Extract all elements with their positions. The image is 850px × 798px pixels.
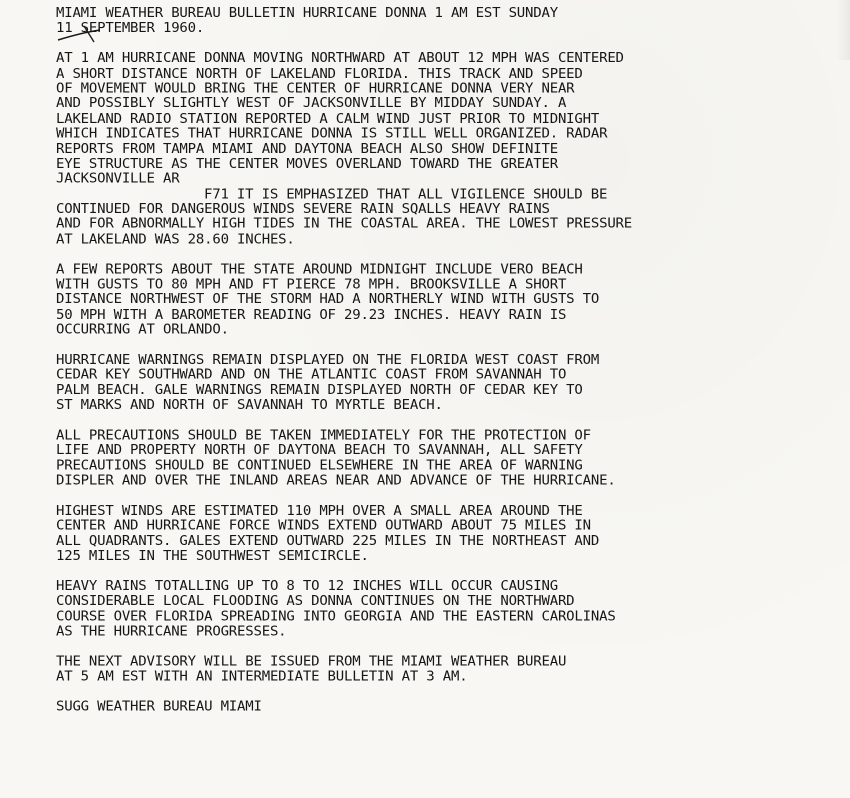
text-line: OF MOVEMENT WOULD BRING THE CENTER OF HURRICANE DONNA VERY NEAR xyxy=(56,81,575,97)
text-line: PALM BEACH. GALE WARNINGS REMAIN DISPLAYED NORTH OF CEDAR KEY TO xyxy=(56,382,583,398)
paragraph-precautions xyxy=(56,428,841,488)
text-line: REPORTS FROM TAMPA MIAMI AND DAYTONA BEACH ALSO SHOW DEFINITE xyxy=(56,141,558,157)
paragraph-rains xyxy=(56,579,841,639)
text-line: CONTINUED FOR DANGEROUS WINDS SEVERE RAIN SQALLS HEAVY RAINS xyxy=(56,202,550,217)
bulletin-text xyxy=(56,6,841,715)
paragraph-reports xyxy=(56,262,841,337)
text-line: LIFE AND PROPERTY NORTH OF DAYTONA BEACH TO SAVANNAH, ALL SAFETY xyxy=(56,443,583,459)
text-line: ALL QUADRANTS. GALES EXTEND OUTWARD 225 MILES IN THE NORTHEAST AND xyxy=(56,533,600,549)
text-line: AS THE HURRICANE PROGRESSES. xyxy=(56,624,287,639)
paragraph-track xyxy=(56,51,841,187)
text-line: 125 MILES IN THE SOUTHWEST SEMICIRCLE. xyxy=(56,548,369,564)
text-line-indented: F71 IT IS EMPHASIZED THAT ALL VIGILENCE SHOULD BE xyxy=(204,186,608,202)
text-line: JACKSONVILLE AR xyxy=(56,171,180,187)
text-line: HIGHEST WINDS ARE ESTIMATED 110 MPH OVER A SMALL AREA AROUND THE xyxy=(56,503,583,519)
text-line: ST MARKS AND NORTH OF SAVANNAH TO MYRTLE BEACH. xyxy=(56,398,443,413)
text-line: AT LAKELAND WAS 28.60 INCHES. xyxy=(56,232,295,247)
text-line: OCCURRING AT ORLANDO. xyxy=(56,322,229,338)
text-line: CENTER AND HURRICANE FORCE WINDS EXTEND OUTWARD ABOUT 75 MILES IN xyxy=(56,518,591,534)
text-line: PRECAUTIONS SHOULD BE CONTINUED ELSEWHERE IN THE AREA OF WARNING xyxy=(56,458,583,474)
text-line: AT 5 AM EST WITH AN INTERMEDIATE BULLETIN AT 3 AM. xyxy=(56,669,468,685)
text-line: ALL PRECAUTIONS SHOULD BE TAKEN IMMEDIATELY FOR THE PROTECTION OF xyxy=(56,428,591,443)
text-line: LAKELAND RADIO STATION REPORTED A CALM WIND JUST PRIOR TO MIDNIGHT xyxy=(56,111,600,127)
paragraph-warnings xyxy=(56,353,841,413)
header-line-2: 11 SEPTEMBER 1960. xyxy=(56,21,205,36)
text-line: DISPLER AND OVER THE INLAND AREAS NEAR AND ADVANCE OF THE HURRICANE. xyxy=(56,473,616,489)
text-line: EYE STRUCTURE AS THE CENTER MOVES OVERLAND TOWARD THE GREATER xyxy=(56,156,558,172)
header-line-1: MIAMI WEATHER BUREAU BULLETIN HURRICANE DONNA 1 AM EST SUNDAY xyxy=(56,6,558,21)
text-line: AT 1 AM HURRICANE DONNA MOVING NORTHWARD AT ABOUT 12 MPH WAS CENTERED xyxy=(56,51,624,66)
paragraph-next-advisory xyxy=(56,654,841,684)
text-line: CONSIDERABLE LOCAL FLOODING AS DONNA CONTINUES ON THE NORTHWARD xyxy=(56,594,575,609)
text-line: CEDAR KEY SOUTHWARD AND ON THE ATLANTIC COAST FROM SAVANNAH TO xyxy=(56,367,567,383)
paragraph-winds xyxy=(56,504,841,564)
text-line: A SHORT DISTANCE NORTH OF LAKELAND FLORIDA. THIS TRACK AND SPEED xyxy=(56,66,583,82)
signature-line: SUGG WEATHER BUREAU MIAMI xyxy=(56,699,262,715)
text-line: A FEW REPORTS ABOUT THE STATE AROUND MIDNIGHT INCLUDE VERO BEACH xyxy=(56,262,583,278)
text-line: DISTANCE NORTHWEST OF THE STORM HAD A NORTHERLY WIND WITH GUSTS TO xyxy=(56,292,600,308)
text-line: COURSE OVER FLORIDA SPREADING INTO GEORGIA AND THE EASTERN CAROLINAS xyxy=(56,609,616,624)
text-line: HEAVY RAINS TOTALLING UP TO 8 TO 12 INCHES WILL OCCUR CAUSING xyxy=(56,579,558,594)
text-line: HURRICANE WARNINGS REMAIN DISPLAYED ON THE FLORIDA WEST COAST FROM xyxy=(56,352,600,368)
text-line: AND POSSIBLY SLIGHTLY WEST OF JACKSONVILLE BY MIDDAY SUNDAY. A xyxy=(56,96,567,112)
text-line: WITH GUSTS TO 80 MPH AND FT PIERCE 78 MPH. BROOKSVILLE A SHORT xyxy=(56,277,567,293)
text-line: 50 MPH WITH A BAROMETER READING OF 29.23 INCHES. HEAVY RAIN IS xyxy=(56,307,567,323)
text-line: WHICH INDICATES THAT HURRICANE DONNA IS STILL WELL ORGANIZED. RADAR xyxy=(56,126,608,142)
text-line: THE NEXT ADVISORY WILL BE ISSUED FROM THE MIAMI WEATHER BUREAU xyxy=(56,654,567,670)
text-line: AND FOR ABNORMALLY HIGH TIDES IN THE COASTAL AREA. THE LOWEST PRESSURE xyxy=(56,217,633,232)
paragraph-vigilance xyxy=(56,187,841,247)
